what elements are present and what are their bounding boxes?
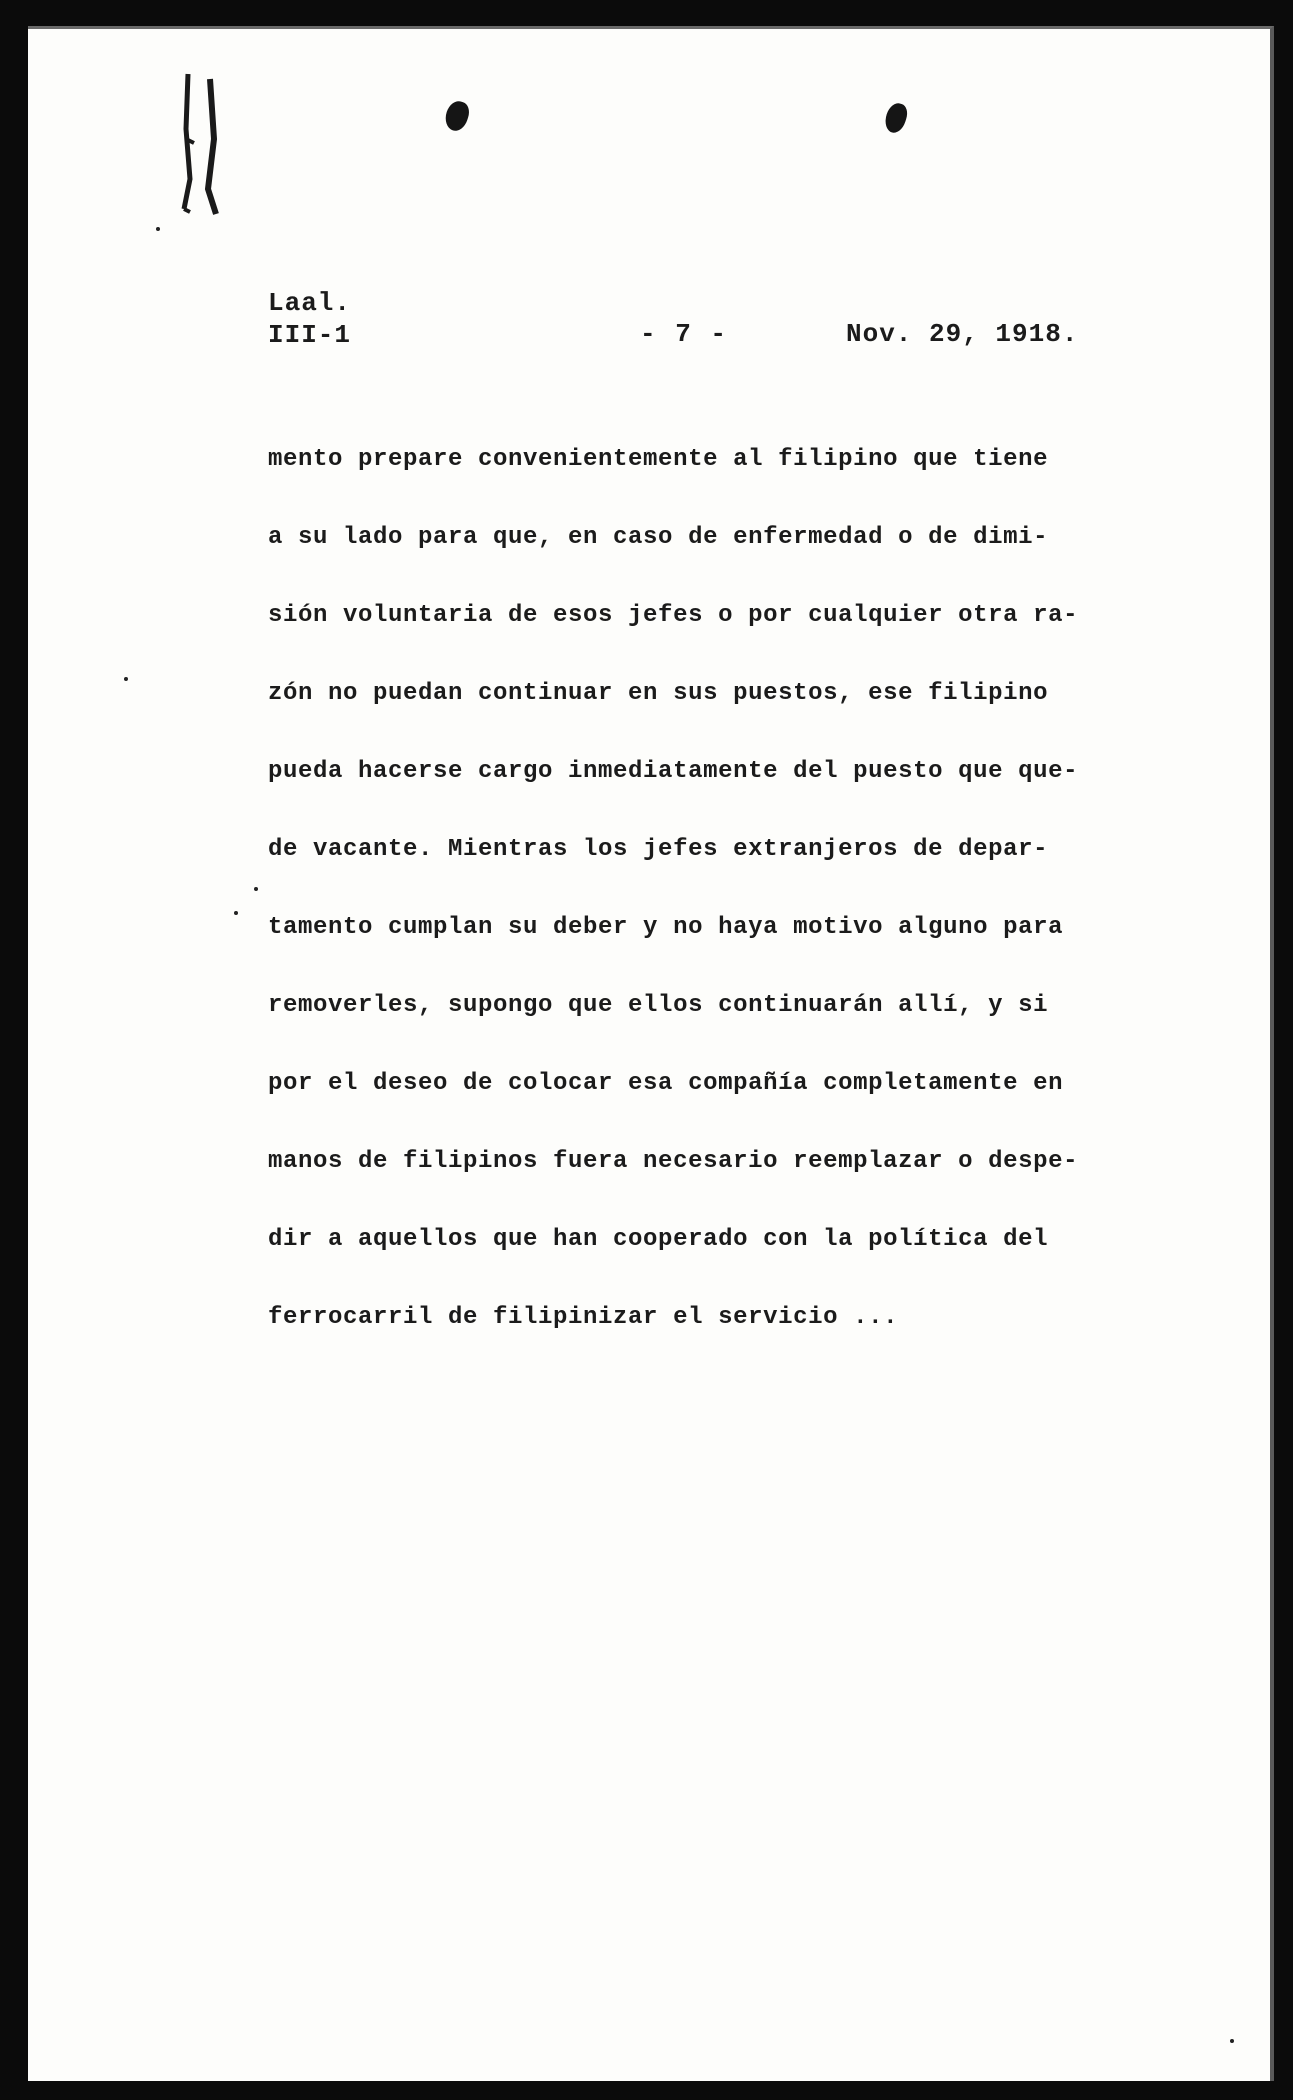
- body-line: mento prepare convenientemente al filipino que tiene: [268, 446, 1049, 473]
- body-line: de vacante. Mientras los jefes extranjeros de depar-: [268, 836, 1049, 863]
- letter-document: [28, 29, 1270, 2081]
- body-line: a su lado para que, en caso de enfermedad o de dimi-: [268, 524, 1049, 551]
- body-paragraph: [268, 421, 1148, 1357]
- body-line: manos de filipinos fuera necesario reemplazar o despe-: [268, 1148, 1079, 1175]
- body-line: removerles, supongo que ellos continuarán allí, y si: [268, 992, 1049, 1019]
- reference-line-1: Laal.: [268, 288, 352, 318]
- body-line: tamento cumplan su deber y no haya motivo alguno para: [268, 914, 1064, 941]
- reference-code: [268, 287, 351, 351]
- paper-page: [28, 26, 1274, 2081]
- body-line: por el deseo de colocar esa compañía completamente en: [268, 1070, 1064, 1097]
- letter-date: Nov. 29, 1918.: [846, 319, 1079, 349]
- body-line: ferrocarril de filipinizar el servicio ...: [268, 1304, 899, 1331]
- body-line: sión voluntaria de esos jefes o por cualquier otra ra-: [268, 602, 1079, 629]
- body-line: dir a aquellos que han cooperado con la política del: [268, 1226, 1049, 1253]
- reference-line-2: III-1: [268, 320, 352, 350]
- body-line: zón no puedan continuar en sus puestos, ese filipino: [268, 680, 1049, 707]
- page-number: - 7 -: [640, 319, 729, 349]
- body-line: pueda hacerse cargo inmediatamente del puesto que que-: [268, 758, 1079, 785]
